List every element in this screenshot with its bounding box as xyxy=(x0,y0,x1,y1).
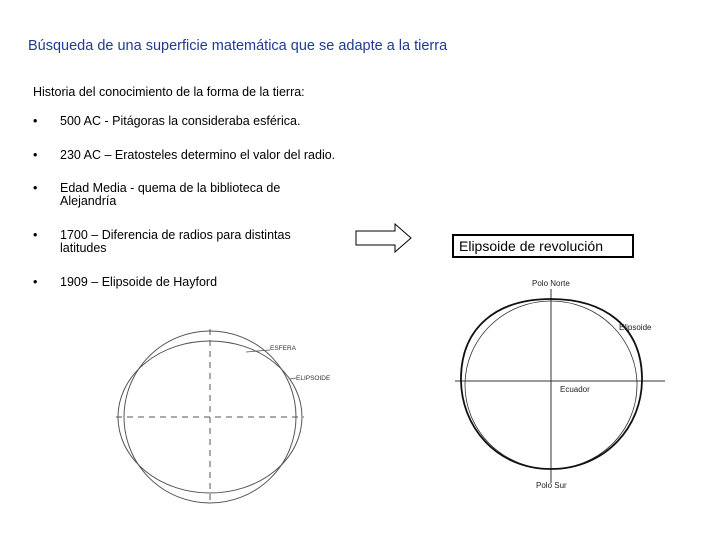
ellipsoid-label: Elipsoide de revolución xyxy=(452,234,634,258)
bullet-dot: • xyxy=(33,228,38,242)
revolution-ellipsoid-figure xyxy=(455,275,675,497)
bullet-dot: • xyxy=(33,181,38,195)
bullet-dot: • xyxy=(33,148,38,162)
bullet-text: 1909 – Elipsoide de Hayford xyxy=(60,275,218,289)
bullet-text: 230 AC – Eratosteles determino el valor del radio. xyxy=(60,148,336,162)
bullet-text: 1700 – Diferencia de radios para distintas latitudes xyxy=(60,228,291,255)
slide-title: Búsqueda de una superficie matemática que se adapte a la tierra xyxy=(28,38,448,54)
bullet-dot: • xyxy=(33,275,38,289)
equator-label: Ecuador xyxy=(560,385,590,394)
right-arrow-icon xyxy=(355,223,413,253)
bullet-dot: • xyxy=(33,114,38,128)
bullet-text: Edad Media - quema de la biblioteca de Alejandría xyxy=(60,181,281,208)
sphere-ellipsoid-figure xyxy=(110,325,350,535)
sphere-label: ESFERA xyxy=(270,345,297,352)
ellipsoid-curve-label: Elipsoide xyxy=(619,323,652,332)
south-pole-label: Polo Sur xyxy=(536,481,567,490)
bullet-text: 500 AC - Pitágoras la consideraba esférica. xyxy=(60,114,301,128)
subtitle: Historia del conocimiento de la forma de la tierra: xyxy=(33,85,305,99)
ellipsoid-label-small: ELIPSOIDE xyxy=(296,375,331,382)
north-pole-label: Polo Norte xyxy=(532,279,570,288)
